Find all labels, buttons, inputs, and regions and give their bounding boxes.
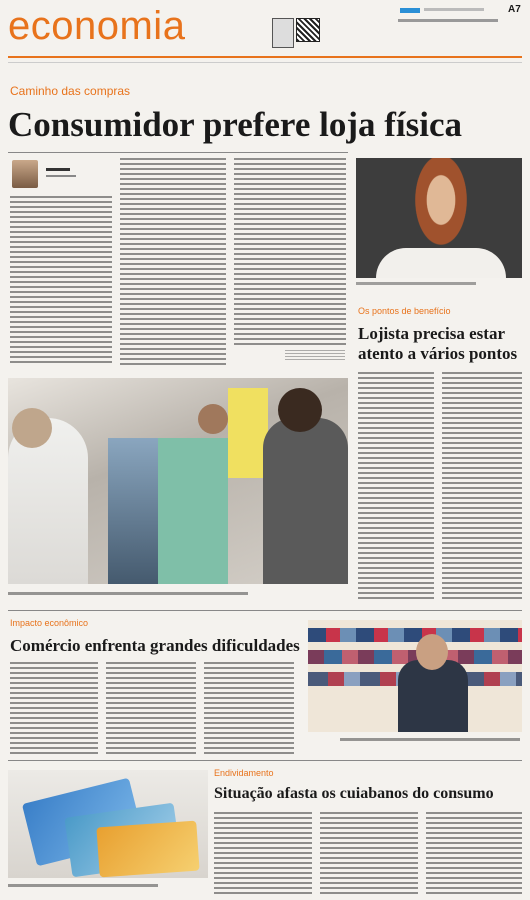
sidebar-kicker: Os pontos de benefício [358, 306, 451, 316]
brand-mark-icon [400, 8, 420, 13]
date-line [398, 19, 498, 22]
story-credit [285, 350, 345, 360]
main-headline: Consumidor prefere loja física [8, 105, 462, 144]
story2-column-3 [204, 662, 294, 754]
story2-kicker: Impacto econômico [10, 618, 89, 628]
sidebar-column-1 [358, 372, 434, 600]
section-divider-2 [8, 760, 522, 761]
store-owner-photo [308, 620, 522, 732]
story2-headline: Comércio enfrenta grandes dificuldades [10, 636, 300, 655]
story3-headline: Situação afasta os cuiabanos do consumo [214, 785, 494, 802]
sidebar-headline-line1: Lojista precisa estar [358, 324, 505, 343]
credit-cards-photo [8, 770, 208, 878]
story3-column-1 [214, 812, 312, 894]
story3-column-3 [426, 812, 522, 894]
qr-code-icon [296, 18, 320, 42]
main-story-column-2 [120, 158, 226, 366]
main-story-column-3 [234, 158, 346, 348]
author-role [46, 175, 76, 177]
author-avatar [12, 160, 38, 188]
owner-photo-caption [340, 738, 520, 741]
sidebar-column-2 [442, 372, 522, 600]
story2-column-1 [10, 662, 98, 754]
store-photo-caption [8, 592, 248, 595]
main-kicker: Caminho das compras [10, 84, 131, 98]
story2-column-2 [106, 662, 196, 754]
newspaper-logo-icon [272, 18, 294, 48]
masthead-rule [8, 56, 522, 58]
headline-rule [8, 152, 348, 153]
story3-kicker: Endividamento [214, 768, 274, 778]
cards-photo-caption [8, 884, 158, 887]
page-number: A7 [508, 4, 521, 15]
header-info-line [424, 8, 484, 11]
main-story-column-1 [10, 196, 112, 366]
sidebar-headline-line2: atento a vários pontos [358, 344, 518, 363]
portrait-caption [356, 282, 476, 285]
section-divider-1 [8, 610, 522, 611]
store-shopping-photo [8, 378, 348, 584]
masthead-subrule [8, 62, 522, 63]
section-title: economia [8, 4, 186, 48]
story3-column-2 [320, 812, 418, 894]
author-name [46, 168, 70, 171]
portrait-photo [356, 158, 522, 278]
